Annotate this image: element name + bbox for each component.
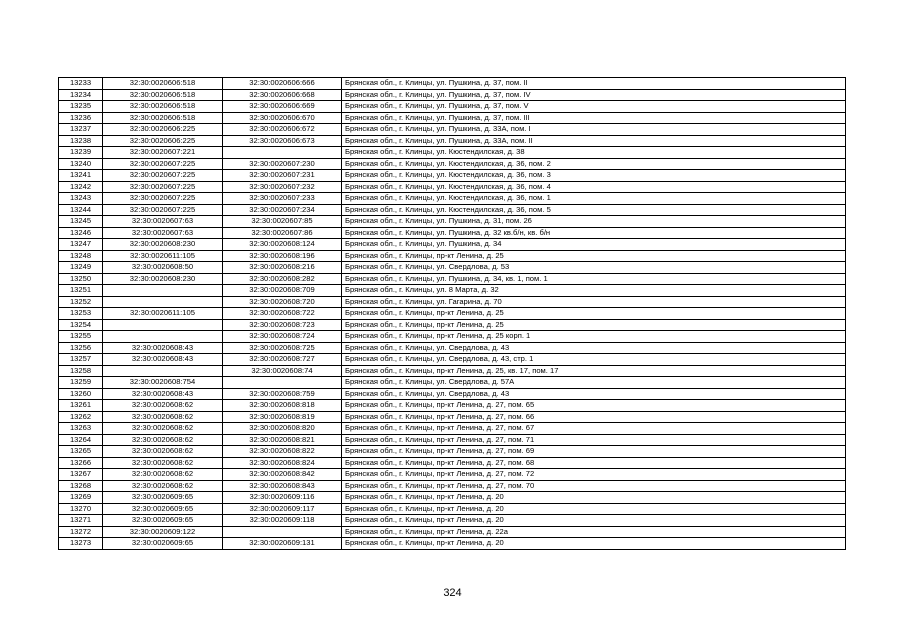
row-number-cell: 13248 <box>59 250 103 262</box>
parcel-cadastral-number-cell <box>103 296 223 308</box>
object-cadastral-number-cell: 32:30:0020608:818 <box>223 400 342 412</box>
row-number-cell: 13262 <box>59 411 103 423</box>
object-cadastral-number-cell: 32:30:0020608:824 <box>223 457 342 469</box>
row-number-cell: 13243 <box>59 193 103 205</box>
parcel-cadastral-number-cell <box>103 285 223 297</box>
parcel-cadastral-number-cell: 32:30:0020611:105 <box>103 308 223 320</box>
object-cadastral-number-cell <box>223 377 342 389</box>
object-cadastral-number-cell: 32:30:0020607:232 <box>223 181 342 193</box>
table-row <box>59 181 846 193</box>
table-row <box>59 411 846 423</box>
object-cadastral-number-cell: 32:30:0020608:722 <box>223 308 342 320</box>
parcel-cadastral-number-cell: 32:30:0020607:225 <box>103 170 223 182</box>
address-cell: Брянская обл., г. Клинцы, пр-кт Ленина, д. 27, пом. 66 <box>342 411 846 423</box>
row-number-cell: 13253 <box>59 308 103 320</box>
table-row <box>59 262 846 274</box>
table-row <box>59 365 846 377</box>
object-cadastral-number-cell: 32:30:0020607:85 <box>223 216 342 228</box>
parcel-cadastral-number-cell: 32:30:0020606:518 <box>103 101 223 113</box>
parcel-cadastral-number-cell: 32:30:0020609:65 <box>103 503 223 515</box>
address-cell: Брянская обл., г. Клинцы, пр-кт Ленина, д. 25 <box>342 308 846 320</box>
address-cell: Брянская обл., г. Клинцы, пр-кт Ленина, д. 27, пом. 69 <box>342 446 846 458</box>
parcel-cadastral-number-cell: 32:30:0020608:62 <box>103 446 223 458</box>
table-row <box>59 250 846 262</box>
row-number-cell: 13254 <box>59 319 103 331</box>
parcel-cadastral-number-cell: 32:30:0020608:62 <box>103 480 223 492</box>
address-cell: Брянская обл., г. Клинцы, ул. 8 Марта, д. 32 <box>342 285 846 297</box>
table-row <box>59 354 846 366</box>
object-cadastral-number-cell: 32:30:0020608:759 <box>223 388 342 400</box>
parcel-cadastral-number-cell: 32:30:0020611:105 <box>103 250 223 262</box>
parcel-cadastral-number-cell: 32:30:0020608:62 <box>103 457 223 469</box>
parcel-cadastral-number-cell: 32:30:0020607:225 <box>103 193 223 205</box>
row-number-cell: 13240 <box>59 158 103 170</box>
address-cell: Брянская обл., г. Клинцы, пр-кт Ленина, д. 27, пом. 67 <box>342 423 846 435</box>
row-number-cell: 13267 <box>59 469 103 481</box>
table-row <box>59 388 846 400</box>
object-cadastral-number-cell: 32:30:0020609:117 <box>223 503 342 515</box>
parcel-cadastral-number-cell: 32:30:0020608:62 <box>103 423 223 435</box>
table-row <box>59 78 846 90</box>
parcel-cadastral-number-cell: 32:30:0020608:43 <box>103 388 223 400</box>
table-row <box>59 515 846 527</box>
address-cell: Брянская обл., г. Клинцы, ул. Кюстендилская, д. 36, пом. 3 <box>342 170 846 182</box>
parcel-cadastral-number-cell: 32:30:0020608:62 <box>103 400 223 412</box>
object-cadastral-number-cell <box>223 147 342 159</box>
table-row <box>59 492 846 504</box>
row-number-cell: 13250 <box>59 273 103 285</box>
object-cadastral-number-cell: 32:30:0020606:669 <box>223 101 342 113</box>
object-cadastral-number-cell: 32:30:0020608:820 <box>223 423 342 435</box>
row-number-cell: 13263 <box>59 423 103 435</box>
table-row <box>59 158 846 170</box>
parcel-cadastral-number-cell: 32:30:0020607:221 <box>103 147 223 159</box>
address-cell: Брянская обл., г. Клинцы, ул. Пушкина, д. 33А, пом. II <box>342 135 846 147</box>
row-number-cell: 13273 <box>59 538 103 550</box>
parcel-cadastral-number-cell <box>103 365 223 377</box>
address-cell: Брянская обл., г. Клинцы, пр-кт Ленина, д. 22а <box>342 526 846 538</box>
table-row <box>59 308 846 320</box>
row-number-cell: 13269 <box>59 492 103 504</box>
row-number-cell: 13249 <box>59 262 103 274</box>
table-row <box>59 457 846 469</box>
address-cell: Брянская обл., г. Клинцы, пр-кт Ленина, д. 20 <box>342 492 846 504</box>
object-cadastral-number-cell: 32:30:0020607:230 <box>223 158 342 170</box>
parcel-cadastral-number-cell: 32:30:0020608:43 <box>103 354 223 366</box>
table-row <box>59 480 846 492</box>
address-cell: Брянская обл., г. Клинцы, ул. Пушкина, д. 37, пом. IV <box>342 89 846 101</box>
object-cadastral-number-cell: 32:30:0020606:673 <box>223 135 342 147</box>
table-row <box>59 193 846 205</box>
address-cell: Брянская обл., г. Клинцы, ул. Гагарина, д. 70 <box>342 296 846 308</box>
address-cell: Брянская обл., г. Клинцы, пр-кт Ленина, д. 25 <box>342 250 846 262</box>
address-cell: Брянская обл., г. Клинцы, ул. Пушкина, д. 33А, пом. I <box>342 124 846 136</box>
object-cadastral-number-cell: 32:30:0020606:666 <box>223 78 342 90</box>
object-cadastral-number-cell: 32:30:0020608:725 <box>223 342 342 354</box>
address-cell: Брянская обл., г. Клинцы, пр-кт Ленина, д. 20 <box>342 515 846 527</box>
address-cell: Брянская обл., г. Клинцы, пр-кт Ленина, д. 25 <box>342 319 846 331</box>
row-number-cell: 13245 <box>59 216 103 228</box>
table-row <box>59 342 846 354</box>
parcel-cadastral-number-cell: 32:30:0020608:62 <box>103 469 223 481</box>
address-cell: Брянская обл., г. Клинцы, пр-кт Ленина, д. 27, пом. 71 <box>342 434 846 446</box>
parcel-cadastral-number-cell: 32:30:0020609:65 <box>103 492 223 504</box>
object-cadastral-number-cell: 32:30:0020608:727 <box>223 354 342 366</box>
row-number-cell: 13255 <box>59 331 103 343</box>
object-cadastral-number-cell: 32:30:0020606:670 <box>223 112 342 124</box>
object-cadastral-number-cell: 32:30:0020608:724 <box>223 331 342 343</box>
table-row <box>59 296 846 308</box>
address-cell: Брянская обл., г. Клинцы, пр-кт Ленина, д. 20 <box>342 503 846 515</box>
table-row <box>59 446 846 458</box>
table-row <box>59 285 846 297</box>
table-row <box>59 331 846 343</box>
row-number-cell: 13261 <box>59 400 103 412</box>
object-cadastral-number-cell: 32:30:0020608:74 <box>223 365 342 377</box>
object-cadastral-number-cell: 32:30:0020608:821 <box>223 434 342 446</box>
address-cell: Брянская обл., г. Клинцы, ул. Свердлова, д. 43 <box>342 388 846 400</box>
table-row <box>59 469 846 481</box>
table-row <box>59 204 846 216</box>
object-cadastral-number-cell: 32:30:0020608:282 <box>223 273 342 285</box>
row-number-cell: 13271 <box>59 515 103 527</box>
address-cell: Брянская обл., г. Клинцы, пр-кт Ленина, д. 20 <box>342 538 846 550</box>
address-cell: Брянская обл., г. Клинцы, ул. Пушкина, д. 37, пом. II <box>342 78 846 90</box>
address-cell: Брянская обл., г. Клинцы, пр-кт Ленина, д. 27, пом. 70 <box>342 480 846 492</box>
address-cell: Брянская обл., г. Клинцы, пр-кт Ленина, д. 27, пом. 72 <box>342 469 846 481</box>
row-number-cell: 13272 <box>59 526 103 538</box>
object-cadastral-number-cell: 32:30:0020607:233 <box>223 193 342 205</box>
address-cell: Брянская обл., г. Клинцы, ул. Кюстендилская, д. 38 <box>342 147 846 159</box>
object-cadastral-number-cell <box>223 526 342 538</box>
row-number-cell: 13246 <box>59 227 103 239</box>
table-row <box>59 112 846 124</box>
table-row <box>59 89 846 101</box>
address-cell: Брянская обл., г. Клинцы, пр-кт Ленина, д. 27, пом. 68 <box>342 457 846 469</box>
row-number-cell: 13257 <box>59 354 103 366</box>
table-row <box>59 503 846 515</box>
address-cell: Брянская обл., г. Клинцы, пр-кт Ленина, д. 25 корп. 1 <box>342 331 846 343</box>
object-cadastral-number-cell: 32:30:0020608:723 <box>223 319 342 331</box>
table-row <box>59 400 846 412</box>
address-cell: Брянская обл., г. Клинцы, пр-кт Ленина, д. 27, пом. 65 <box>342 400 846 412</box>
row-number-cell: 13241 <box>59 170 103 182</box>
row-number-cell: 13239 <box>59 147 103 159</box>
row-number-cell: 13244 <box>59 204 103 216</box>
address-cell: Брянская обл., г. Клинцы, пр-кт Ленина, д. 25, кв. 17, пом. 17 <box>342 365 846 377</box>
table-row <box>59 273 846 285</box>
row-number-cell: 13270 <box>59 503 103 515</box>
parcel-cadastral-number-cell: 32:30:0020609:65 <box>103 538 223 550</box>
row-number-cell: 13237 <box>59 124 103 136</box>
address-cell: Брянская обл., г. Клинцы, ул. Свердлова, д. 53 <box>342 262 846 274</box>
object-cadastral-number-cell: 32:30:0020608:124 <box>223 239 342 251</box>
row-number-cell: 13258 <box>59 365 103 377</box>
object-cadastral-number-cell: 32:30:0020609:116 <box>223 492 342 504</box>
object-cadastral-number-cell: 32:30:0020606:672 <box>223 124 342 136</box>
table-row <box>59 239 846 251</box>
parcel-cadastral-number-cell: 32:30:0020608:50 <box>103 262 223 274</box>
object-cadastral-number-cell: 32:30:0020608:709 <box>223 285 342 297</box>
object-cadastral-number-cell: 32:30:0020608:720 <box>223 296 342 308</box>
object-cadastral-number-cell: 32:30:0020608:196 <box>223 250 342 262</box>
address-cell: Брянская обл., г. Клинцы, ул. Пушкина, д. 32 кв.б/н, кв. б/н <box>342 227 846 239</box>
table-row <box>59 124 846 136</box>
table-row <box>59 526 846 538</box>
address-cell: Брянская обл., г. Клинцы, ул. Пушкина, д. 34 <box>342 239 846 251</box>
parcel-cadastral-number-cell: 32:30:0020607:63 <box>103 216 223 228</box>
address-cell: Брянская обл., г. Клинцы, ул. Свердлова, д. 43 <box>342 342 846 354</box>
property-registry-table <box>58 77 846 550</box>
row-number-cell: 13265 <box>59 446 103 458</box>
object-cadastral-number-cell: 32:30:0020607:234 <box>223 204 342 216</box>
row-number-cell: 13238 <box>59 135 103 147</box>
table-row <box>59 319 846 331</box>
address-cell: Брянская обл., г. Клинцы, ул. Пушкина, д. 37, пом. V <box>342 101 846 113</box>
object-cadastral-number-cell: 32:30:0020609:131 <box>223 538 342 550</box>
parcel-cadastral-number-cell: 32:30:0020606:225 <box>103 124 223 136</box>
parcel-cadastral-number-cell: 32:30:0020609:65 <box>103 515 223 527</box>
row-number-cell: 13252 <box>59 296 103 308</box>
table-row <box>59 147 846 159</box>
table-row <box>59 170 846 182</box>
address-cell: Брянская обл., г. Клинцы, ул. Свердлова, д. 43, стр. 1 <box>342 354 846 366</box>
table-row <box>59 101 846 113</box>
table-row <box>59 216 846 228</box>
row-number-cell: 13235 <box>59 101 103 113</box>
table-row <box>59 377 846 389</box>
object-cadastral-number-cell: 32:30:0020609:118 <box>223 515 342 527</box>
parcel-cadastral-number-cell: 32:30:0020606:518 <box>103 112 223 124</box>
row-number-cell: 13260 <box>59 388 103 400</box>
parcel-cadastral-number-cell: 32:30:0020607:225 <box>103 204 223 216</box>
parcel-cadastral-number-cell: 32:30:0020606:225 <box>103 135 223 147</box>
parcel-cadastral-number-cell: 32:30:0020609:122 <box>103 526 223 538</box>
row-number-cell: 13251 <box>59 285 103 297</box>
address-cell: Брянская обл., г. Клинцы, ул. Кюстендилская, д. 36, пом. 4 <box>342 181 846 193</box>
row-number-cell: 13234 <box>59 89 103 101</box>
object-cadastral-number-cell: 32:30:0020608:822 <box>223 446 342 458</box>
row-number-cell: 13256 <box>59 342 103 354</box>
address-cell: Брянская обл., г. Клинцы, ул. Свердлова, д. 57А <box>342 377 846 389</box>
parcel-cadastral-number-cell: 32:30:0020608:230 <box>103 273 223 285</box>
table-row <box>59 423 846 435</box>
address-cell: Брянская обл., г. Клинцы, ул. Кюстендилская, д. 36, пом. 1 <box>342 193 846 205</box>
address-cell: Брянская обл., г. Клинцы, ул. Пушкина, д. 34, кв. 1, пом. 1 <box>342 273 846 285</box>
table-row <box>59 538 846 550</box>
parcel-cadastral-number-cell: 32:30:0020607:225 <box>103 158 223 170</box>
parcel-cadastral-number-cell <box>103 319 223 331</box>
row-number-cell: 13259 <box>59 377 103 389</box>
table-body <box>59 78 846 550</box>
address-cell: Брянская обл., г. Клинцы, ул. Кюстендилская, д. 36, пом. 2 <box>342 158 846 170</box>
object-cadastral-number-cell: 32:30:0020606:668 <box>223 89 342 101</box>
parcel-cadastral-number-cell <box>103 331 223 343</box>
parcel-cadastral-number-cell: 32:30:0020608:62 <box>103 434 223 446</box>
row-number-cell: 13236 <box>59 112 103 124</box>
page-number: 324 <box>443 587 462 599</box>
row-number-cell: 13233 <box>59 78 103 90</box>
parcel-cadastral-number-cell: 32:30:0020606:518 <box>103 89 223 101</box>
row-number-cell: 13242 <box>59 181 103 193</box>
table-row <box>59 135 846 147</box>
row-number-cell: 13266 <box>59 457 103 469</box>
object-cadastral-number-cell: 32:30:0020608:216 <box>223 262 342 274</box>
parcel-cadastral-number-cell: 32:30:0020607:225 <box>103 181 223 193</box>
parcel-cadastral-number-cell: 32:30:0020608:43 <box>103 342 223 354</box>
address-cell: Брянская обл., г. Клинцы, ул. Пушкина, д. 31, пом. 26 <box>342 216 846 228</box>
object-cadastral-number-cell: 32:30:0020607:231 <box>223 170 342 182</box>
parcel-cadastral-number-cell: 32:30:0020607:63 <box>103 227 223 239</box>
object-cadastral-number-cell: 32:30:0020608:842 <box>223 469 342 481</box>
row-number-cell: 13264 <box>59 434 103 446</box>
parcel-cadastral-number-cell: 32:30:0020608:62 <box>103 411 223 423</box>
parcel-cadastral-number-cell: 32:30:0020606:518 <box>103 78 223 90</box>
table-row <box>59 227 846 239</box>
object-cadastral-number-cell: 32:30:0020607:86 <box>223 227 342 239</box>
address-cell: Брянская обл., г. Клинцы, ул. Пушкина, д. 37, пом. III <box>342 112 846 124</box>
row-number-cell: 13247 <box>59 239 103 251</box>
object-cadastral-number-cell: 32:30:0020608:843 <box>223 480 342 492</box>
row-number-cell: 13268 <box>59 480 103 492</box>
parcel-cadastral-number-cell: 32:30:0020608:230 <box>103 239 223 251</box>
object-cadastral-number-cell: 32:30:0020608:819 <box>223 411 342 423</box>
address-cell: Брянская обл., г. Клинцы, ул. Кюстендилская, д. 36, пом. 5 <box>342 204 846 216</box>
parcel-cadastral-number-cell: 32:30:0020608:754 <box>103 377 223 389</box>
table-row <box>59 434 846 446</box>
